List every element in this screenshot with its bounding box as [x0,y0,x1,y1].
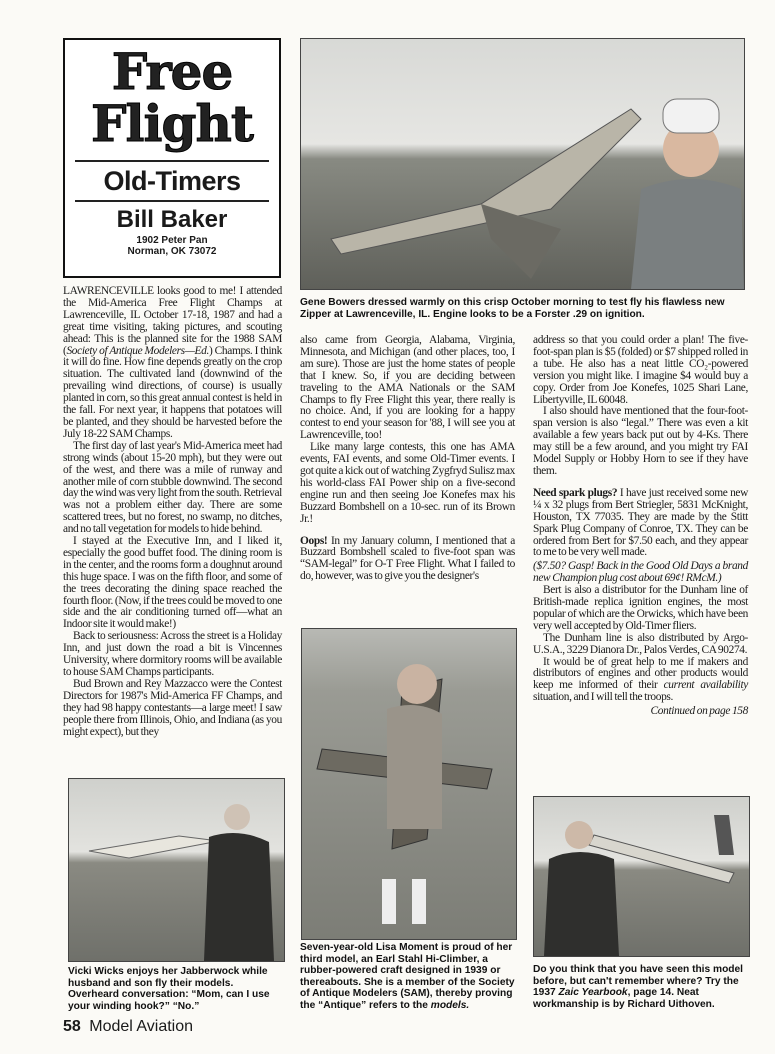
paragraph: I also should have mentioned that the four-foot-span version is also “legal.” There was even a kit available a few years back put out by 4-Ks. There may still be a few around, and you might try FAI Model Supply or Hobby Horn to see if they have them. [533,405,748,477]
italic-text: models. [430,999,470,1011]
italic-text: Society of Antique Modelers—Ed. [66,344,209,357]
paragraph [300,536,515,584]
caption-top-photo: Gene Bowers dressed warmly on this crisp October morning to test fly his flawless new Zipper at Lawrenceville, IL. Engine looks to be a Forster .29 on ignition. [300,297,725,320]
article-column-1 [63,286,282,738]
author-name: Bill Baker [116,206,228,233]
paragraph: The first day of last year's Mid-America meet had strong winds (about 15-20 mph), but they were out of the west, and there was a mile of runway and another mile of corn stubble downwind. The second day the wind was very light from the south. Retrieval was not a problem either day. There are some scattered trees, but no forest, no swamp, no ditches, and no tall vegetation for models to hide behind. [63,439,282,536]
paragraph: Like many large contests, this one has AMA events, FAI events, and some Old-Timer events. I got quite a kick out of watching Zygfryd Sulisz max his world-class FAI Power ship on a five-second engine run and then seeing Joe Konefes max his Buzzard Bombshell on a 10-sec. run of its Brown Jr.! [300,441,515,525]
italic-text: Zaic Yearbook [558,987,628,999]
paragraph: also came from Georgia, Alabama, Virginia, Minnesota, and Michigan (and other places, too, I am sure). Those are just the home states of people that I knew. So, if you are deciding between traveling to the AMA Nationals or the SAM Champs to fly Free Flight this year, there really is no choice. And, if you are looking for a happy contest to end your season for '88, I will see you at Lawrenceville, too! [300,334,515,442]
page-number: 58 [63,1018,81,1035]
page-footer [63,1018,193,1036]
text: , page 14. Neat workmanship is by Richard Uithoven. [533,987,715,1010]
paragraph: I stayed at the Executive Inn, and I liked it, especially the good buffet food. The dining room is in the center, and the rooms form a doughnut around this huge space. I was on the fifth floor, and some of the trees decorating the dining space reached the fourth floor. (Now, if the trees could be moved to one side and the air conditioning turned off—what an Indoor site it would make!) [63,535,282,631]
paragraph: Bud Brown and Rey Mazzacco were the Contest Directors for 1987's Mid-America FF Champs, and they had 98 happy contestants—a large meet! I saw people there from Illinois, Ohio, and Indiana (as you might expect), but they [63,677,282,738]
italic-text: ($7.50? Gasp! Back in the Good Old Days a brand new Champion plug cost about 69¢! RMcM.) [533,560,748,585]
column-header-box [63,38,281,278]
article-column-3 [533,335,748,718]
magazine-name: Model Aviation [89,1018,194,1035]
paragraph: address so that you could order a plan! The five-foot-span plan is $5 (folded) or $7 shipped rolled in a tube. He also has a neat little CO₂-powered version you might like. I imagine $4 would buy a copy. Order from Joe Konefes, 1025 Shari Lane, Libertyville, IL 60048. [533,334,748,406]
paragraph [63,286,282,441]
italic-text: current availability [663,679,748,692]
paragraph: Back to seriousness: Across the street is a Holiday Inn, and just down the road a bit is Vincennes University, where dormitory rooms will be available to house SAM Champs participants. [63,630,282,678]
paragraph [533,657,748,705]
text: It would be of great help to me if makers and distributors of engines and other products would keep me informed of their [533,655,748,692]
title-free: Free [111,42,233,101]
title-flight: Flight [91,94,253,153]
text: I have just received some new ¼ x 32 plugs from Bert Striegler, 5831 McKnight, Houston, TX 77035. They are made by the Stitt Spark Plug Company of Conroe, TX. They can be ordered from Bert for $7.50 each, and they appear to me to be very well made. [533,486,748,559]
divider [75,200,269,202]
caption-right-photo [533,964,751,1010]
author-address-line2: Norman, OK 73072 [127,246,217,257]
paragraph: The Dunham line is also distributed by Argo-U.S.A., 3229 Dianora Dr., Palos Verdes, CA 90274. [533,631,748,656]
text: situation, and I will tell the troops. [533,691,674,704]
caption-left-photo: Vicki Wicks enjoys her Jabberwock while husband and son fly their models. Overheard conversation: “Mom, can I use your winding hook?” “No.” [68,966,270,1012]
section-lead: Oops! [300,534,328,547]
paragraph: Bert is also a distributor for the Dunham line of British-made replica ignition engines, the most popular of which are the Orwicks, which have been very well accepted by Old-Timer fliers. [533,584,748,632]
airplane-illustration [301,39,744,289]
continued-link: Continued on page 158 [650,705,748,718]
section-lead: Need spark plugs? [533,486,618,499]
photo-vicki-wicks [68,778,285,962]
girl-with-model-illustration [302,629,516,939]
editor-note [533,561,748,585]
caption-middle-photo [300,942,518,1012]
article-column-2 [300,335,515,583]
photo-lisa-moment [301,628,517,940]
man-with-model-illustration [534,797,749,956]
paragraph [533,488,748,559]
woman-with-model-illustration [69,779,284,961]
text: In my January column, I mentioned that a Buzzard Bombshell scaled to five-foot span was “SAM-legal” for O-T Free Flight. What I failed to do, however, was to give you the designer's [300,534,515,583]
text: Seven-year-old Lisa Moment is proud of her third model, an Earl Stahl Hi-Climber, a rubber-powered craft designed in 1939 or thereabouts. She is a member of the Society of Antique Modelers (SAM), thereby proving the “Antique” refers to the [300,942,515,1011]
text: Do you think that you have seen this model before, but can't remember where? Try the 1937 [533,964,744,999]
continued-note [533,706,748,718]
photo-richard-uithoven [533,796,750,957]
text: ) Champs. I think it will do fine. How fine depends greatly on the crop situation. The cultivated land (downwind of the prevailing wind directions, of course) is usually planted in corn, so this great annual contest is held in the fall. For next year, it happens that potatoes will be planted, and they should be harvested before the July 18-22 SAM Champs. [63,344,283,440]
text: LAWRENCEVILLE looks good to me! I attended the Mid-America Free Flight Champs at Lawrenceville, IL October 17-18, 1987 and had a great time visiting, taking pictures, and scouting ahead: This is the planned site for the 1988 SAM ( [63,285,282,357]
author-address-line1: 1902 Peter Pan [136,235,208,246]
photo-gene-bowers [300,38,745,290]
column-subtitle: Old-Timers [103,166,241,196]
